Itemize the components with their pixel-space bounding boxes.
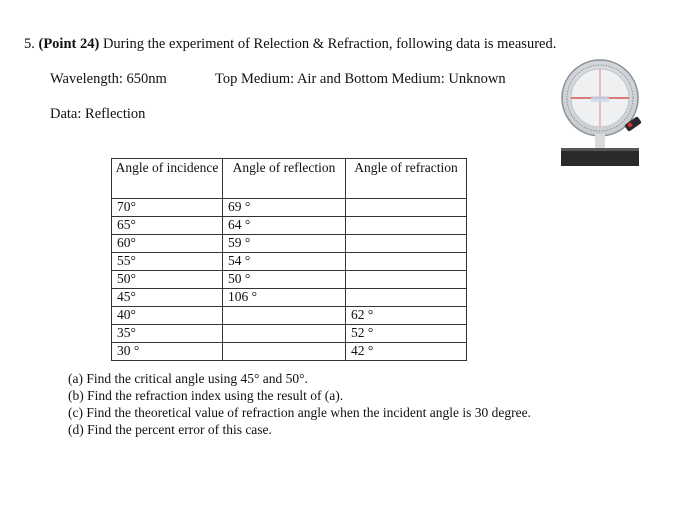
cell-reflection: 59 ° (223, 235, 346, 253)
table-header-row (112, 159, 467, 199)
cell-incidence: 45° (112, 289, 223, 307)
cell-incidence: 65° (112, 217, 223, 235)
question-item-d: (d) Find the percent error of this case. (68, 422, 272, 437)
data-section-label: Data: Reflection (50, 106, 146, 122)
media-label: Top Medium: Air and Bottom Medium: Unknown (215, 71, 506, 87)
cell-reflection (223, 325, 346, 343)
cell-refraction (346, 289, 467, 307)
table-row (112, 343, 467, 361)
table-row (112, 289, 467, 307)
cell-reflection (223, 343, 346, 361)
cell-refraction (346, 271, 467, 289)
cell-refraction (346, 253, 467, 271)
cell-reflection: 54 ° (223, 253, 346, 271)
cell-incidence: 50° (112, 271, 223, 289)
optics-apparatus-image (555, 58, 655, 168)
question-item-b: (b) Find the refraction index using the result of (a). (68, 388, 344, 403)
table-row (112, 199, 467, 217)
table-row (112, 325, 467, 343)
question-item-c: (c) Find the theoretical value of refraction angle when the incident angle is 30 degree. (68, 405, 531, 420)
header-refraction: Angle of refraction (346, 159, 467, 199)
header-reflection: Angle of reflection (223, 159, 346, 199)
cell-incidence: 35° (112, 325, 223, 343)
cell-reflection (223, 307, 346, 325)
cell-reflection: 106 ° (223, 289, 346, 307)
question-points: (Point 24) (38, 36, 100, 52)
cell-reflection: 50 ° (223, 271, 346, 289)
cell-refraction (346, 217, 467, 235)
question-list (68, 370, 531, 438)
table-row (112, 235, 467, 253)
question-header (24, 36, 556, 53)
cell-refraction (346, 235, 467, 253)
cell-reflection: 64 ° (223, 217, 346, 235)
cell-refraction (346, 199, 467, 217)
cell-incidence: 30 ° (112, 343, 223, 361)
wavelength-label: Wavelength: 650nm (50, 71, 167, 87)
question-number: 5. (24, 36, 35, 52)
table-row (112, 217, 467, 235)
question-text: During the experiment of Relection & Refraction, following data is measured. (102, 36, 557, 52)
question-item-a: (a) Find the critical angle using 45° and 50°. (68, 371, 308, 386)
cell-refraction: 62 ° (346, 307, 467, 325)
cell-incidence: 70° (112, 199, 223, 217)
table-row (112, 253, 467, 271)
cell-refraction: 52 ° (346, 325, 467, 343)
header-incidence: Angle of incidence (112, 159, 223, 199)
cell-refraction: 42 ° (346, 343, 467, 361)
cell-incidence: 60° (112, 235, 223, 253)
cell-reflection: 69 ° (223, 199, 346, 217)
cell-incidence: 55° (112, 253, 223, 271)
table-row (112, 307, 467, 325)
table-row (112, 271, 467, 289)
cell-incidence: 40° (112, 307, 223, 325)
measurement-table (111, 158, 467, 361)
